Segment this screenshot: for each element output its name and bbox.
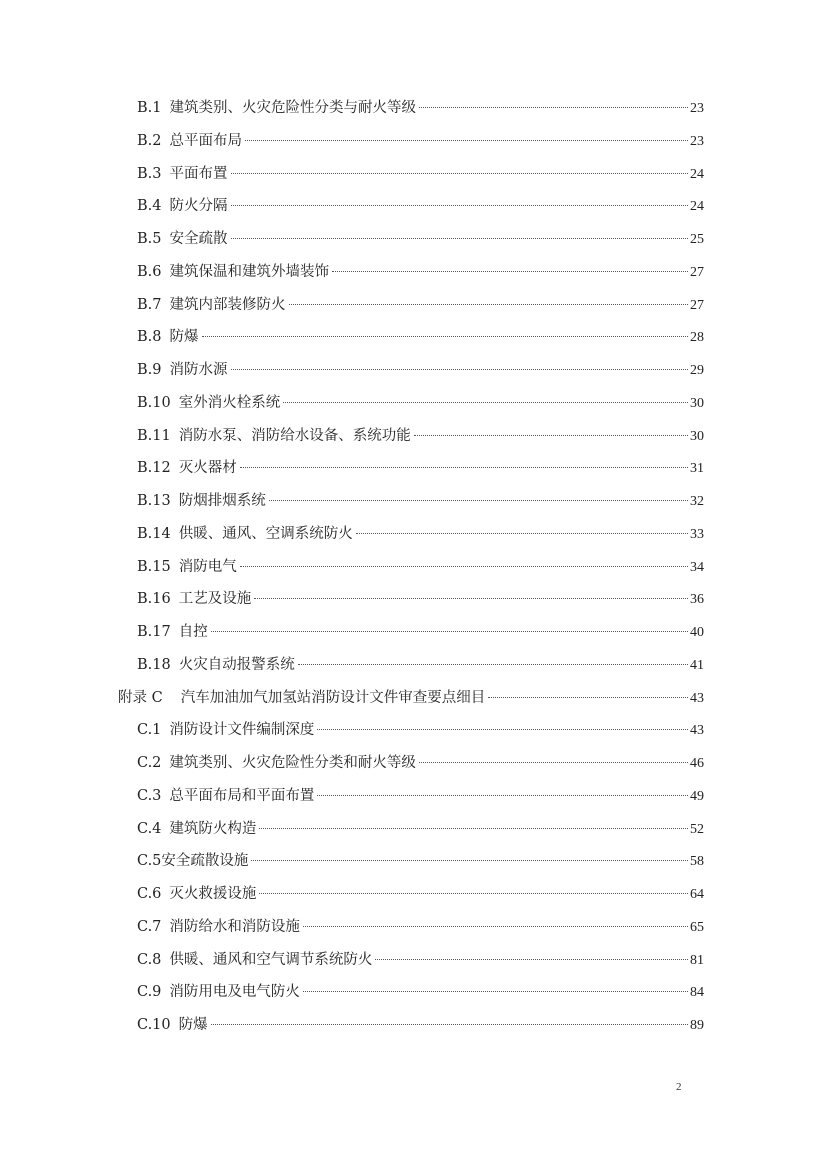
- toc-entry-page: 24: [690, 166, 704, 182]
- toc-entry-page: 25: [690, 232, 704, 247]
- toc-entry-title: 灭火器材: [178, 460, 237, 477]
- dot-leader: [269, 500, 688, 501]
- dot-leader: [419, 762, 688, 763]
- toc-entry-number: 附录 C: [118, 689, 163, 706]
- toc-entry[interactable]: [118, 321, 704, 354]
- toc-entry[interactable]: [118, 1009, 704, 1042]
- toc-entry-number: B.18: [137, 656, 171, 673]
- toc-entry[interactable]: [118, 158, 704, 191]
- toc-entry-number: C.10: [137, 1017, 171, 1033]
- dot-leader: [231, 238, 689, 239]
- toc-entry[interactable]: [118, 649, 704, 682]
- dot-leader: [251, 860, 688, 861]
- toc-entry-number: B.1: [137, 100, 162, 116]
- dot-leader: [240, 566, 688, 567]
- toc-entry[interactable]: [118, 813, 704, 846]
- toc-entry-title: 消防电气: [178, 558, 237, 575]
- toc-entry-number: C.3: [137, 787, 162, 804]
- dot-leader: [231, 369, 689, 370]
- dot-leader: [259, 828, 688, 829]
- toc-entry-page: 43: [690, 690, 704, 706]
- toc-entry-page: 30: [690, 428, 704, 444]
- toc-entry[interactable]: [118, 518, 704, 551]
- toc-entry-title: 总平面布局: [169, 132, 242, 149]
- toc-entry-number: B.7: [137, 296, 162, 313]
- toc-entry-page: 23: [690, 133, 704, 149]
- toc-entry-page: 28: [690, 330, 704, 346]
- dot-leader: [240, 467, 688, 468]
- toc-entry-number: B.14: [137, 525, 171, 542]
- toc-entry-page: 27: [690, 297, 704, 313]
- toc-entry[interactable]: [118, 190, 704, 223]
- dot-leader: [254, 598, 688, 599]
- dot-leader: [375, 959, 688, 960]
- toc-entry-number: B.11: [137, 427, 171, 444]
- toc-entry-number: B.10: [137, 394, 171, 411]
- toc-entry[interactable]: [118, 551, 704, 584]
- toc-entry[interactable]: [118, 354, 704, 387]
- toc-entry-page: 30: [690, 395, 704, 411]
- toc-entry-page: 23: [690, 101, 704, 116]
- dot-leader: [283, 402, 688, 403]
- toc-entry-number: B.2: [137, 132, 162, 149]
- dot-leader: [259, 893, 688, 894]
- toc-entry[interactable]: [118, 911, 704, 944]
- toc-entry-page: 29: [690, 363, 704, 378]
- toc-entry-title: 灭火救援设施: [169, 886, 257, 902]
- toc-entry-page: 34: [690, 559, 704, 575]
- toc-entry-page: 64: [690, 887, 704, 902]
- toc-entry-page: 58: [690, 854, 704, 870]
- toc-entry-title: 自控: [178, 624, 208, 640]
- toc-entry-number: C.6: [137, 886, 162, 902]
- toc-entry-title: 供暖、通风、空调系统防火: [178, 525, 353, 542]
- toc-entry[interactable]: [118, 747, 704, 780]
- dot-leader: [317, 729, 688, 730]
- table-of-contents: [118, 92, 704, 1042]
- toc-entry[interactable]: [118, 256, 704, 289]
- toc-entry[interactable]: [118, 714, 704, 747]
- toc-entry-page: 40: [690, 625, 704, 640]
- dot-leader: [356, 533, 688, 534]
- toc-entry-number: B.9: [137, 362, 162, 378]
- toc-entry-title: 室外消火栓系统: [178, 394, 281, 411]
- toc-entry-title: 安全疏散设施: [161, 853, 249, 870]
- toc-entry-page: 36: [690, 592, 704, 608]
- toc-entry-number: B.12: [137, 460, 171, 477]
- toc-entry-page: 46: [690, 756, 704, 771]
- toc-entry-number: B.13: [137, 493, 171, 509]
- toc-entry-page: 84: [690, 985, 704, 1001]
- dot-leader: [231, 173, 689, 174]
- toc-entry-number: B.8: [137, 329, 162, 346]
- toc-entry-number: C.8: [137, 951, 162, 968]
- toc-entry-title: 建筑类别、火灾危险性分类和耐火等级: [169, 755, 416, 771]
- toc-entry[interactable]: [118, 485, 704, 518]
- toc-entry-page: 52: [690, 821, 704, 837]
- toc-entry-page: 65: [690, 919, 704, 935]
- dot-leader: [211, 631, 688, 632]
- dot-leader: [211, 1024, 688, 1025]
- toc-entry[interactable]: [118, 223, 704, 256]
- toc-entry-title: 火灾自动报警系统: [178, 656, 295, 673]
- toc-entry[interactable]: [118, 420, 704, 453]
- toc-entry-title: 供暖、通风和空气调节系统防火: [169, 951, 373, 968]
- toc-entry-title: 建筑保温和建筑外墙装饰: [169, 263, 329, 280]
- toc-entry[interactable]: [118, 289, 704, 322]
- toc-entry-title: 工艺及设施: [178, 591, 252, 608]
- toc-entry-title: 防烟排烟系统: [178, 493, 266, 509]
- toc-entry-page: 33: [690, 526, 704, 542]
- toc-entry-title: 平面布置: [169, 165, 228, 182]
- toc-entry-number: B.5: [137, 231, 162, 247]
- toc-entry-title: 消防水泵、消防给水设备、系统功能: [178, 427, 411, 444]
- toc-entry-page: 31: [690, 461, 704, 477]
- toc-entry-title: 汽车加油加气加氢站消防设计文件审查要点细目: [180, 689, 486, 706]
- toc-entry-title: 消防用电及电气防火: [169, 984, 300, 1001]
- toc-entry[interactable]: [118, 878, 704, 911]
- dot-leader: [303, 926, 688, 927]
- toc-entry[interactable]: [118, 387, 704, 420]
- toc-entry-page: 41: [690, 657, 704, 673]
- dot-leader: [298, 664, 688, 665]
- toc-entry-page: 43: [690, 723, 704, 739]
- toc-entry[interactable]: [118, 125, 704, 158]
- toc-entry-page: 89: [690, 1018, 704, 1033]
- toc-entry-title: 消防设计文件编制深度: [169, 722, 315, 739]
- toc-entry[interactable]: [118, 976, 704, 1009]
- toc-entry-number: C.9: [137, 984, 162, 1001]
- toc-entry-number: B.17: [137, 624, 171, 640]
- toc-entry-title: 建筑防火构造: [169, 820, 257, 837]
- toc-entry-page: 32: [690, 494, 704, 509]
- toc-entry[interactable]: [118, 616, 704, 649]
- toc-entry[interactable]: [118, 452, 704, 485]
- toc-entry-number: C.4: [137, 820, 162, 837]
- toc-entry-number: B.4: [137, 198, 162, 215]
- toc-entry[interactable]: [118, 944, 704, 977]
- toc-entry-number: C.7: [137, 918, 162, 935]
- dot-leader: [488, 697, 688, 698]
- toc-entry-title: 建筑内部装修防火: [169, 296, 286, 313]
- toc-entry-title: 总平面布局和平面布置: [169, 787, 315, 804]
- toc-entry-title: 建筑类别、火灾危险性分类与耐火等级: [169, 100, 416, 116]
- toc-entry[interactable]: [118, 583, 704, 616]
- toc-entry-number: C.5: [137, 853, 162, 870]
- dot-leader: [289, 304, 689, 305]
- toc-entry-number: C.1: [137, 722, 162, 739]
- dot-leader: [332, 271, 688, 272]
- toc-entry-title: 防爆: [169, 329, 199, 346]
- toc-entry-page: 24: [690, 199, 704, 215]
- dot-leader: [317, 795, 688, 796]
- toc-entry[interactable]: [118, 92, 704, 125]
- toc-entry[interactable]: [118, 845, 704, 878]
- dot-leader: [202, 336, 689, 337]
- dot-leader: [419, 107, 688, 108]
- toc-entry-title: 防火分隔: [169, 198, 228, 215]
- toc-entry-number: B.16: [137, 591, 171, 608]
- toc-entry-title: 消防水源: [169, 362, 228, 378]
- dot-leader: [245, 140, 688, 141]
- toc-entry-number: B.15: [137, 558, 171, 575]
- toc-appendix-entry[interactable]: [118, 682, 704, 715]
- toc-entry-number: C.2: [137, 755, 162, 771]
- toc-entry-title: 安全疏散: [169, 231, 228, 247]
- dot-leader: [231, 205, 689, 206]
- toc-entry-page: 27: [690, 264, 704, 280]
- toc-entry-number: B.3: [137, 165, 162, 182]
- toc-entry-page: 81: [690, 952, 704, 968]
- dot-leader: [303, 991, 688, 992]
- toc-entry-title: 防爆: [178, 1017, 208, 1033]
- dot-leader: [414, 435, 688, 436]
- page-number: 2: [676, 1081, 682, 1093]
- toc-entry-title: 消防给水和消防设施: [169, 918, 300, 935]
- toc-entry[interactable]: [118, 780, 704, 813]
- toc-entry-page: 49: [690, 788, 704, 804]
- toc-entry-number: B.6: [137, 263, 162, 280]
